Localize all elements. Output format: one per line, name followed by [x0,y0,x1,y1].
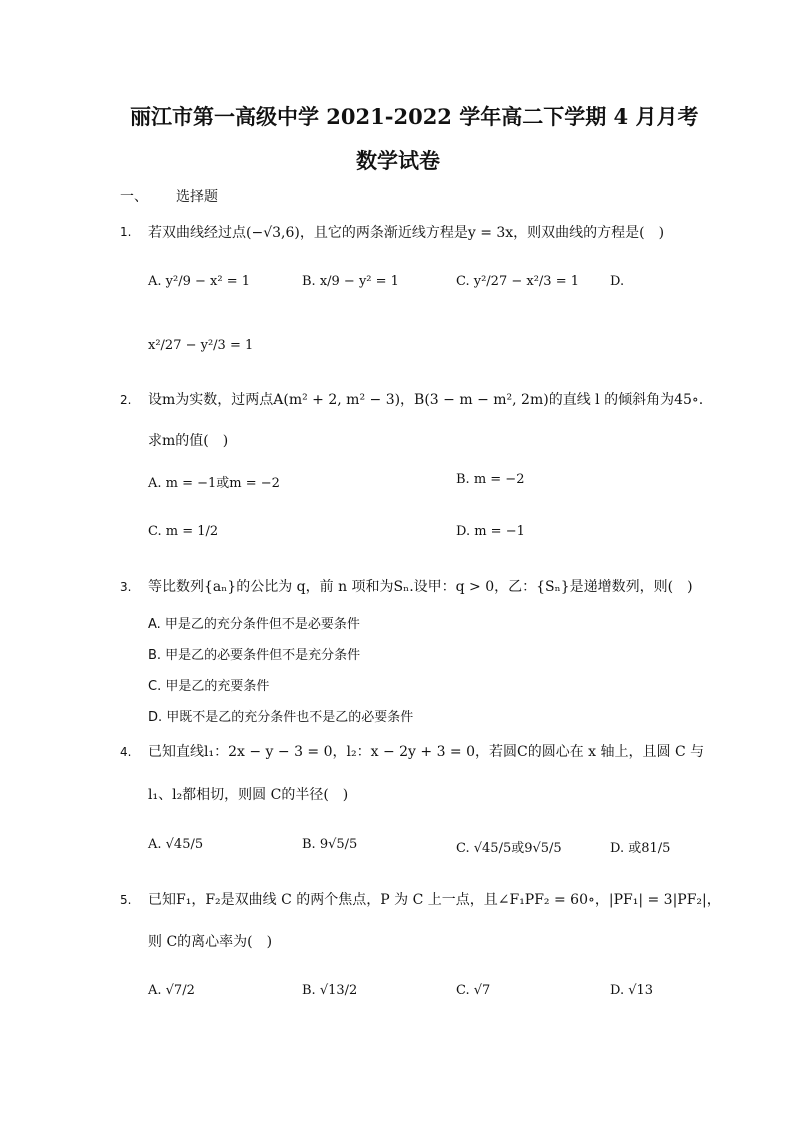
question-number: 3. [120,580,132,594]
question-text: 已知直线l₁：2x − y − 3 = 0，l₂：x − 2y + 3 = 0，若圆C的圆心在 x 轴上，且圆 C 与 [148,744,705,760]
question-text-line2: l₁、l₂都相切，则圆 C的半径( ) [148,787,349,803]
exam-title: 丽江市第一高级中学 2021-2022 学年高二下学期 4 月月考 [130,104,699,129]
option-d: D. 或81/5 [610,841,671,856]
exam-subtitle: 数学试卷 [356,148,440,173]
option-d: D. [610,274,625,289]
section-label: 选择题 [176,189,218,205]
option-c: C. √45/5或9√5/5 [456,841,562,856]
question-text: 已知F₁，F₂是双曲线 C 的两个焦点，P 为 C 上一点，且∠F₁PF₂ = 60∘，|PF₁| = 3|PF₂|， [148,892,721,908]
option-a: A. √7/2 [148,983,195,998]
question-text-line2: 则 C的离心率为( ) [148,934,273,950]
section-number: 一、 [120,189,148,205]
option-c: C. √7 [456,983,491,998]
option-c: C. 甲是乙的充要条件 [148,679,270,694]
option-b: B. 9√5/5 [302,837,358,852]
question-text: 等比数列{aₙ}的公比为 q，前 n 项和为Sₙ.设甲：q > 0，乙：{Sₙ}是递增数列，则( ) [148,579,693,595]
option-a: A. 甲是乙的充分条件但不是必要条件 [148,617,360,632]
question-number: 2. [120,393,132,407]
question-text: 若双曲线经过点(−√3,6)，且它的两条渐近线方程是y = 3x，则双曲线的方程是( ) [148,225,665,241]
option-c: C. m = 1/2 [148,524,219,539]
option-a: A. √45/5 [148,837,204,852]
option-d: D. m = −1 [456,524,525,539]
option-d: D. √13 [610,983,654,998]
option-d: D. 甲既不是乙的充分条件也不是乙的必要条件 [148,710,414,725]
option-b: B. √13/2 [302,983,358,998]
question-text: 设m为实数，过两点A(m² + 2, m² − 3)，B(3 − m − m², 2m)的直线 l 的倾斜角为45∘. [148,392,704,408]
option-c: C. y²/27 − x²/3 = 1 [456,274,580,289]
option-a: A. m = −1或m = −2 [148,476,280,491]
option-b: B. x/9 − y² = 1 [302,274,399,289]
option-b: B. m = −2 [456,472,525,487]
question-number: 4. [120,745,132,759]
option-b: B. 甲是乙的必要条件但不是充分条件 [148,648,361,663]
option-a: A. y²/9 − x² = 1 [148,274,250,289]
question-number: 5. [120,893,132,907]
option-d-content: x²/27 − y²/3 = 1 [148,338,254,353]
question-text-line2: 求m的值( ) [148,433,229,449]
question-number: 1. [120,225,132,239]
